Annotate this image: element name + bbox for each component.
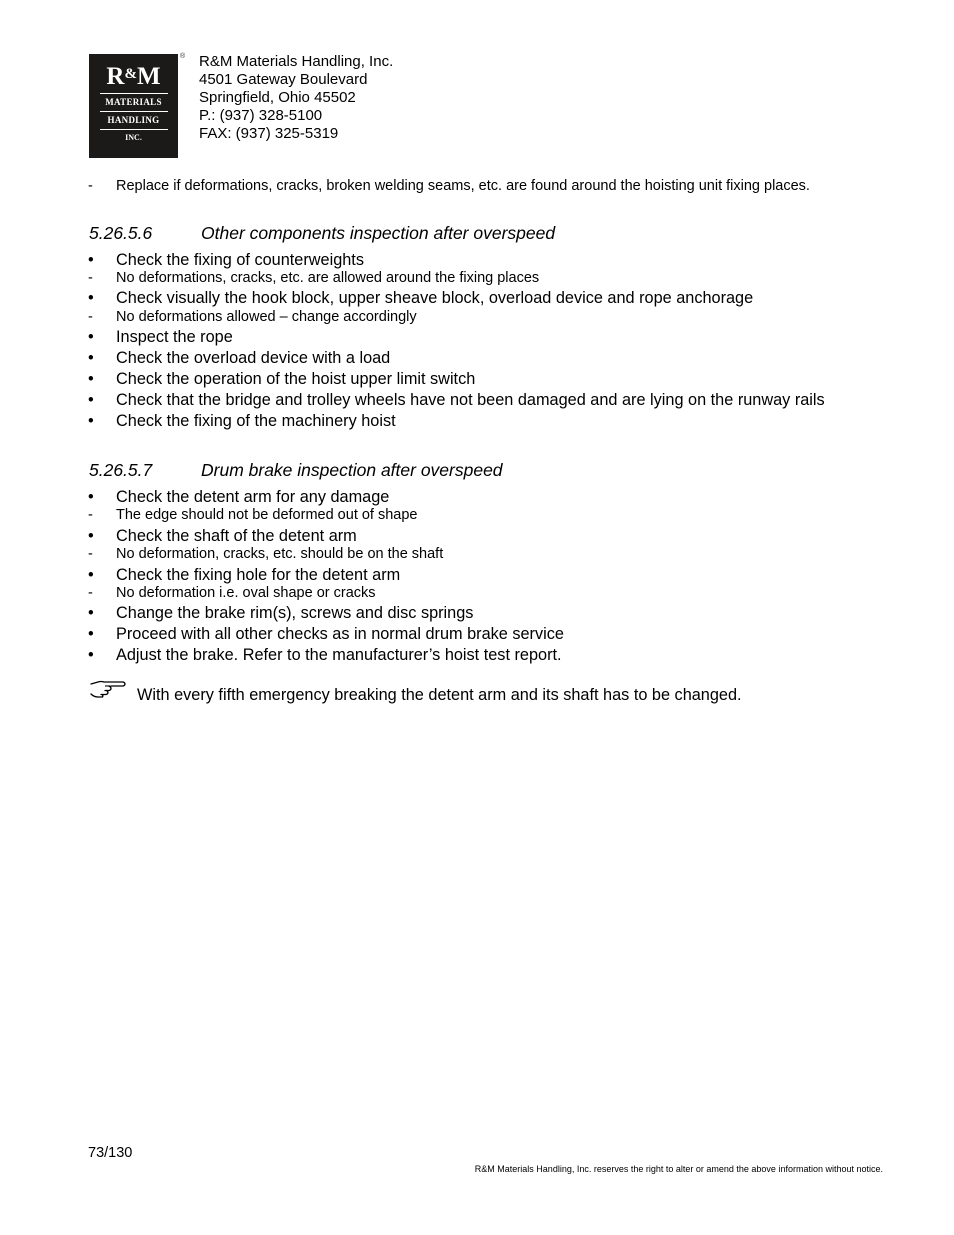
list-item-text: No deformations, cracks, etc. are allowed around the fixing places	[116, 270, 540, 286]
list-dash: -	[88, 178, 93, 194]
logo-inc: INC.	[125, 133, 142, 142]
list-item-text: Adjust the brake. Refer to the manufacturer’s hoist test report.	[116, 646, 562, 664]
footer-disclaimer: R&M Materials Handling, Inc. reserves the right to alter or amend the above information without notice.	[474, 1164, 883, 1174]
list-item-text: Change the brake rim(s), screws and disc springs	[116, 604, 474, 622]
list-item-text: Check that the bridge and trolley wheels have not been damaged and are lying on the runway rails	[116, 391, 825, 409]
list-bullet: •	[88, 604, 94, 622]
list-item	[88, 349, 390, 368]
list-bullet: •	[88, 488, 94, 506]
logo-initials: R&M	[106, 63, 161, 90]
list-bullet: •	[88, 412, 94, 430]
page-number: 73/130	[88, 1145, 133, 1161]
list-dash: -	[88, 585, 93, 601]
list-bullet: •	[88, 566, 94, 584]
list-bullet: •	[88, 391, 94, 409]
list-item	[88, 370, 475, 389]
list-item	[88, 566, 400, 585]
list-bullet: •	[88, 251, 94, 269]
list-item	[88, 391, 825, 410]
phone-number: P.: (937) 328-5100	[199, 107, 323, 124]
list-item-text: No deformation i.e. oval shape or cracks	[116, 585, 376, 601]
section-title: Other components inspection after overspeed	[201, 223, 556, 243]
list-item	[88, 412, 396, 431]
logo-rule	[100, 93, 168, 94]
list-bullet: •	[88, 370, 94, 388]
section-number: 5.26.5.6	[89, 223, 153, 243]
registered-mark-icon: ®	[180, 53, 186, 60]
list-bullet: •	[88, 328, 94, 346]
list-item-text: Inspect the rope	[116, 328, 233, 346]
list-item	[88, 251, 364, 270]
note-text: With every fifth emergency breaking the detent arm and its shaft has to be changed.	[137, 686, 742, 704]
list-item-text: Check visually the hook block, upper sheave block, overload device and rope anchorage	[116, 289, 754, 307]
section-number: 5.26.5.7	[89, 460, 153, 480]
street-address: 4501 Gateway Boulevard	[199, 71, 368, 88]
list-item-text: Check the overload device with a load	[116, 349, 391, 367]
logo-handling: HANDLING	[107, 115, 160, 125]
list-item	[88, 507, 418, 523]
list-dash: -	[88, 309, 93, 325]
list-item	[88, 309, 417, 325]
list-dash: -	[88, 546, 93, 562]
list-item-text: The edge should not be deformed out of shape	[116, 507, 418, 523]
list-bullet: •	[88, 527, 94, 545]
list-item	[88, 604, 473, 623]
list-dash: -	[88, 270, 93, 286]
list-item	[88, 646, 562, 665]
list-item-text: Check the fixing of the machinery hoist	[116, 412, 396, 430]
list-item-text: Check the shaft of the detent arm	[116, 527, 357, 545]
list-item	[88, 488, 389, 507]
logo-materials: MATERIALS	[105, 97, 162, 107]
list-item-text: Check the detent arm for any damage	[116, 488, 390, 506]
list-item	[88, 625, 564, 644]
list-item	[88, 328, 233, 347]
section-title: Drum brake inspection after overspeed	[201, 460, 503, 480]
list-item-text: Replace if deformations, cracks, broken welding seams, etc. are found around the hoisting unit fixing places.	[116, 178, 810, 194]
list-item	[88, 527, 357, 546]
list-bullet: •	[88, 646, 94, 664]
list-item-text: Check the fixing hole for the detent arm	[116, 566, 401, 584]
list-item-text: No deformation, cracks, etc. should be on the shaft	[116, 546, 444, 562]
list-bullet: •	[88, 349, 94, 367]
list-item-text: Check the operation of the hoist upper limit switch	[116, 370, 476, 388]
company-name: R&M Materials Handling, Inc.	[199, 53, 394, 70]
list-item	[88, 585, 376, 601]
list-bullet: •	[88, 625, 94, 643]
fax-number: FAX: (937) 325-5319	[199, 125, 339, 142]
pointing-hand-icon	[89, 676, 127, 698]
city-state-zip: Springfield, Ohio 45502	[199, 89, 356, 106]
section-heading-5-26-5-6	[89, 223, 555, 244]
list-item	[88, 289, 753, 308]
company-address	[199, 53, 393, 143]
list-item-text: No deformations allowed – change accordingly	[116, 309, 417, 325]
list-item-text: Proceed with all other checks as in normal drum brake service	[116, 625, 564, 643]
list-bullet: •	[88, 289, 94, 307]
list-item	[88, 270, 539, 286]
list-item	[88, 546, 443, 562]
list-item-text: Check the fixing of counterweights	[116, 251, 364, 269]
company-logo	[89, 54, 178, 158]
section-heading-5-26-5-7	[89, 460, 503, 481]
intro-item	[88, 178, 810, 194]
list-dash: -	[88, 507, 93, 523]
logo-rule	[100, 129, 168, 130]
logo-rule	[100, 111, 168, 112]
